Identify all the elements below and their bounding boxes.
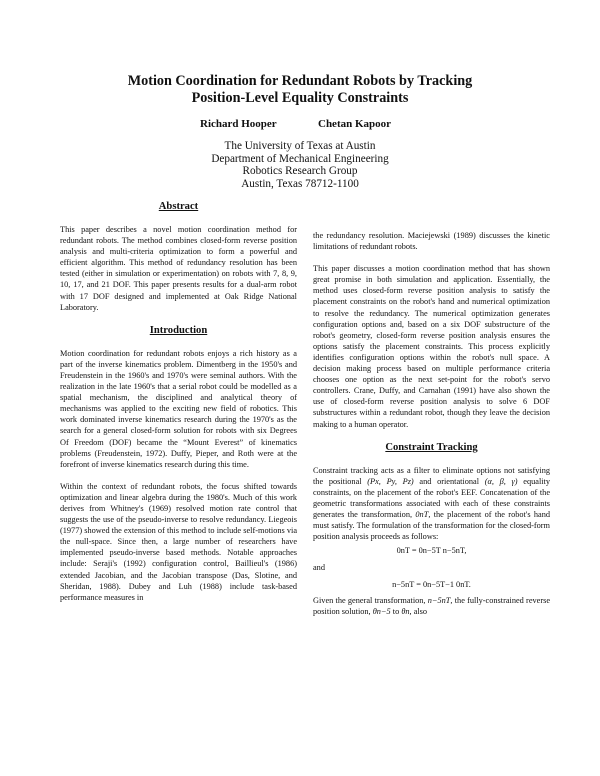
continued-paragraph: the redundancy resolution. Maciejewski (1989) discusses the kinetic limitations of redundant robots. xyxy=(313,231,550,252)
affiliation-line: Austin, Texas 78712-1100 xyxy=(241,177,359,190)
constraint-tracking-heading: Constraint Tracking xyxy=(385,441,478,453)
transform-symbol: n−5nT xyxy=(427,595,451,605)
solution-text: to xyxy=(392,606,400,616)
left-column xyxy=(60,200,297,614)
abstract-text: This paper describes a novel motion coordination method for redundant robots. The method combines closed-form reverse position analysis and multi-criteria optimization to form a powerful and efficient algorithm. This method of redundancy resolution has been tested (either in simulation or experimentation) on robots with 7, 8, 9, 10, 17, and 21 DOF. This paper presents results for a dual-arm robot with 17 DOF designed and implemented at Oak Ridge National Laboratory. xyxy=(60,225,297,312)
constraint-text: equality constraints, on the placement of the robot's EEF. Concatenation of the geometric transformations associated with each of these constraints generates the transformation, xyxy=(313,476,551,519)
abstract-heading: Abstract xyxy=(158,201,199,212)
equation-2: n−5nT = 0n−5T−1 0nT. xyxy=(392,580,471,590)
orientation-symbol: (α, β, γ) xyxy=(484,476,518,486)
paper-title xyxy=(60,73,540,107)
introduction-paragraph: Motion coordination for redundant robots enjoys a rich history as a part of the inverse kinematics problem. Dimentberg in the 1950's and Freudenstein in the 1960's and 1970's were seminal authors. With the realization in the late 1960's that a serial robot could be modelled as a spatial mechanism, the disciplined and analytical theory of mechanisms was applied to the exciting new field of robotics. This work dominated inverse kinematics research during the 1970's as the search for a general closed-form solution for robots with six Degrees Of Freedom (DOF) became the “Mount Everest” of kinematics problems (Freudenstein, 1972). Duffy, Pieper, and Roth were at the forefront of inverse kinematics research during this time. xyxy=(60,348,297,469)
affiliation-line: Robotics Research Group xyxy=(242,165,358,178)
author-name: Richard Hooper xyxy=(200,118,277,130)
solution-text: Given the general transformation, xyxy=(313,595,426,605)
solution-paragraph xyxy=(313,595,550,617)
and-label: and xyxy=(313,563,325,573)
author-name: Chetan Kapoor xyxy=(318,118,392,130)
solution-text: , the fully-constrained reverse position solution, xyxy=(313,595,551,616)
joint-angle-symbol: θn−5 xyxy=(372,606,391,616)
transform-symbol: 0nT xyxy=(415,509,429,519)
constraint-text: Constraint tracking acts as a filter to eliminate options not satisfying the positional xyxy=(313,465,550,486)
right-column xyxy=(313,230,550,628)
author-list xyxy=(0,118,600,134)
affiliation-line: The University of Texas at Austin xyxy=(224,140,376,152)
affiliation-line: Department of Mechanical Engineering xyxy=(211,152,389,165)
constraint-paragraph xyxy=(313,465,550,543)
affiliation xyxy=(150,140,450,190)
constraint-text: and orientational xyxy=(419,476,480,486)
title-line-2: Position-Level Equality Constraints xyxy=(191,90,409,106)
solution-text: , also xyxy=(409,606,428,616)
introduction-paragraph: Within the context of redundant robots, the focus shifted towards optimization and linear algebra during the 1980's. Much of this work derives from Whitney's (1969) resolved motion rate control that suggests the use of the pseudo-inverse to resolve redundancy. Liegeois (1977) showed the extension of this method to include self-motions via the null-space. Since then, a large number of researchers have implemented pseudo-inverse based methods. Notable approaches include: Seraji's (1992) configuration control, Baillieul's (1986) extended Jacobian, and the Jacobian transpose (Das, Slotine, and Sheridan, 1988). Dubey and Luh (1988) include task-based performance measures in xyxy=(60,481,297,602)
equation-1: 0nT = 0n−5T n−5nT, xyxy=(396,546,467,556)
position-symbol: (Px, Py, Pz) xyxy=(367,476,414,486)
joint-angle-symbol: θn xyxy=(401,606,410,616)
constraint-text: , the placement of the robot's hand must satisfy. The formulation of the transformation for the closed-form position analysis proceeds as follows: xyxy=(313,509,551,542)
method-paragraph: This paper discusses a motion coordination method that has shown great promise in both simulation and application. Essentially, the method uses closed-form reverse position analysis to satisfy the placement constraints on the robot's hand and numerical optimization to resolve the redundancy. The numerical optimization generates configuration options and, based on a six DOF substructure of the robot's geometry, closed-form reverse position analysis ensures the options satisfy the placement constraints. This process explicitly identifies configuration options within the robot's null space. A decision making process based on multiple performance criteria chooses one option as the next set-point for the robot's servo controllers. Crane, Duffy, and Carnahan (1991) have also shown the use of closed-form reverse position analysis to solve 6 DOF substructures within a redundant robot, though they leave the decision making to a human operator. xyxy=(313,264,550,429)
introduction-heading: Introduction xyxy=(149,324,208,336)
title-line-1: Motion Coordination for Redundant Robots by Tracking xyxy=(127,73,473,89)
